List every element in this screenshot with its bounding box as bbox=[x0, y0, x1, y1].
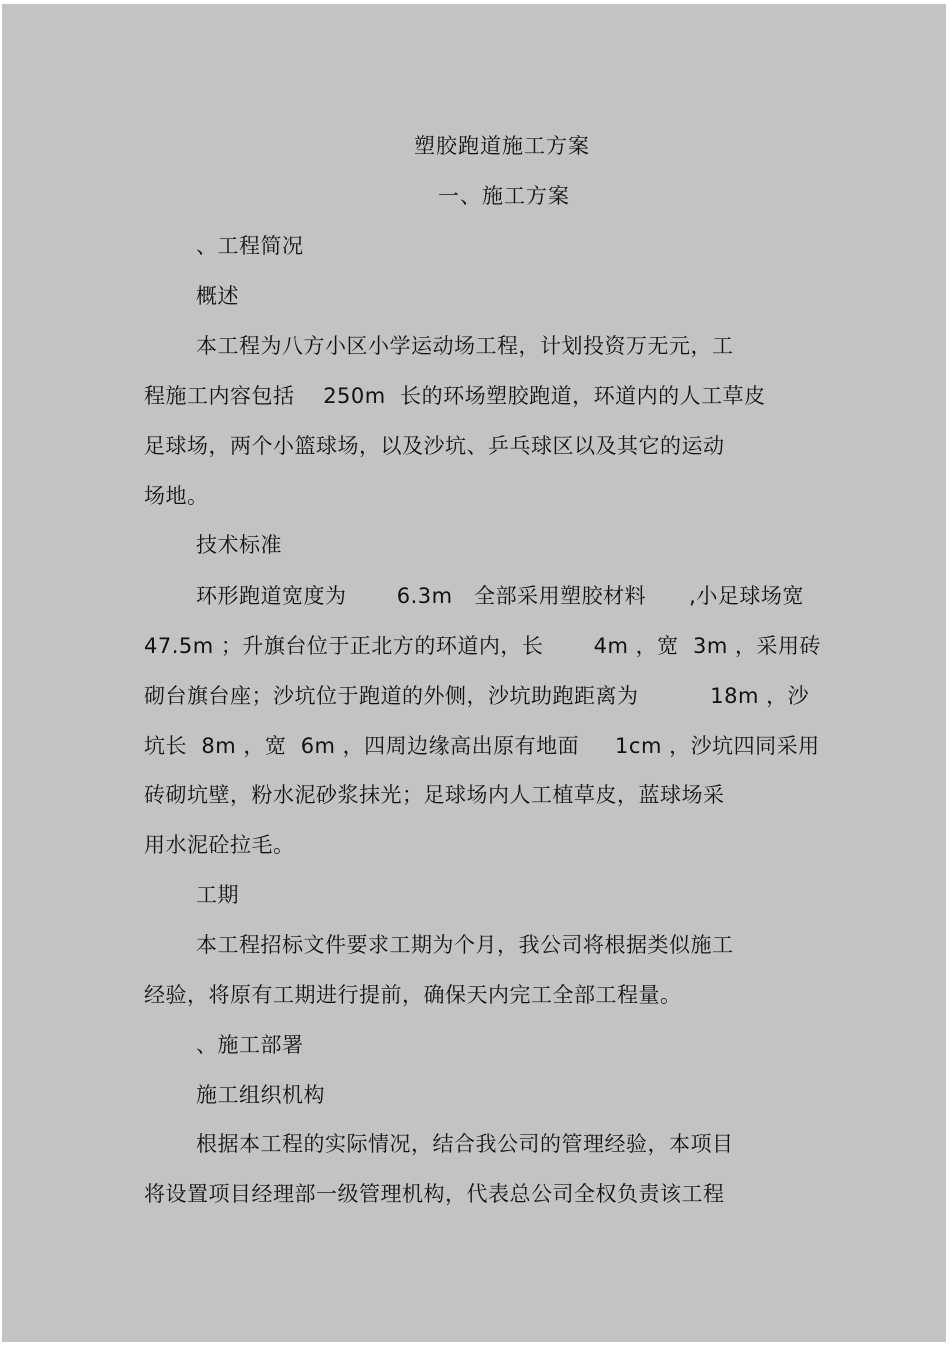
paragraph-line: 本工程为八方小区小学运动场工程，计划投资万无元，工 bbox=[196, 334, 734, 358]
paragraph-line: 砌台旗台座；沙坑位于跑道的外侧，沙坑助跑距离为 18m ，沙 bbox=[144, 684, 810, 708]
paragraph-line: 47.5m ；升旗台位于正北方的环道内，长 4m ，宽 3m ，采用砖 bbox=[144, 634, 821, 658]
paragraph-line: 足球场，两个小篮球场，以及沙坑、乒乓球区以及其它的运动 bbox=[144, 434, 725, 458]
section-heading: 一、施工方案 bbox=[438, 184, 570, 208]
paragraph-line: 场地。 bbox=[144, 484, 209, 508]
paragraph-line: 程施工内容包括 250m 长的环场塑胶跑道，环道内的人工草皮 bbox=[144, 384, 766, 408]
paragraph-line: 用水泥砼拉毛。 bbox=[144, 833, 295, 857]
paragraph-line: 根据本工程的实际情况，结合我公司的管理经验，本项目 bbox=[196, 1132, 734, 1156]
paragraph-line: 经验，将原有工期进行提前，确保天内完工全部工程量。 bbox=[144, 983, 682, 1007]
document-title: 塑胶跑道施工方案 bbox=[414, 134, 590, 158]
subsection-heading: 工期 bbox=[196, 883, 239, 907]
paragraph-line: 坑长 8m ，宽 6m ，四周边缘高出原有地面 1cm ，沙坑四同采用 bbox=[144, 734, 820, 758]
subsection-heading: 、工程简况 bbox=[196, 234, 304, 258]
subsection-heading: 施工组织机构 bbox=[196, 1083, 325, 1107]
paragraph-line: 将设置项目经理部一级管理机构，代表总公司全权负责该工程 bbox=[144, 1182, 725, 1206]
subsection-heading: 概述 bbox=[196, 284, 239, 308]
paragraph-line: 环形跑道宽度为 6.3m 全部采用塑胶材料 ,小足球场宽 bbox=[196, 584, 804, 608]
document-page bbox=[2, 4, 946, 1342]
paragraph-line: 本工程招标文件要求工期为个月，我公司将根据类似施工 bbox=[196, 933, 734, 957]
subsection-heading: 技术标准 bbox=[196, 533, 282, 557]
paragraph-line: 砖砌坑壁，粉水泥砂浆抹光；足球场内人工植草皮，蓝球场采 bbox=[144, 783, 725, 807]
subsection-heading: 、施工部署 bbox=[196, 1033, 304, 1057]
